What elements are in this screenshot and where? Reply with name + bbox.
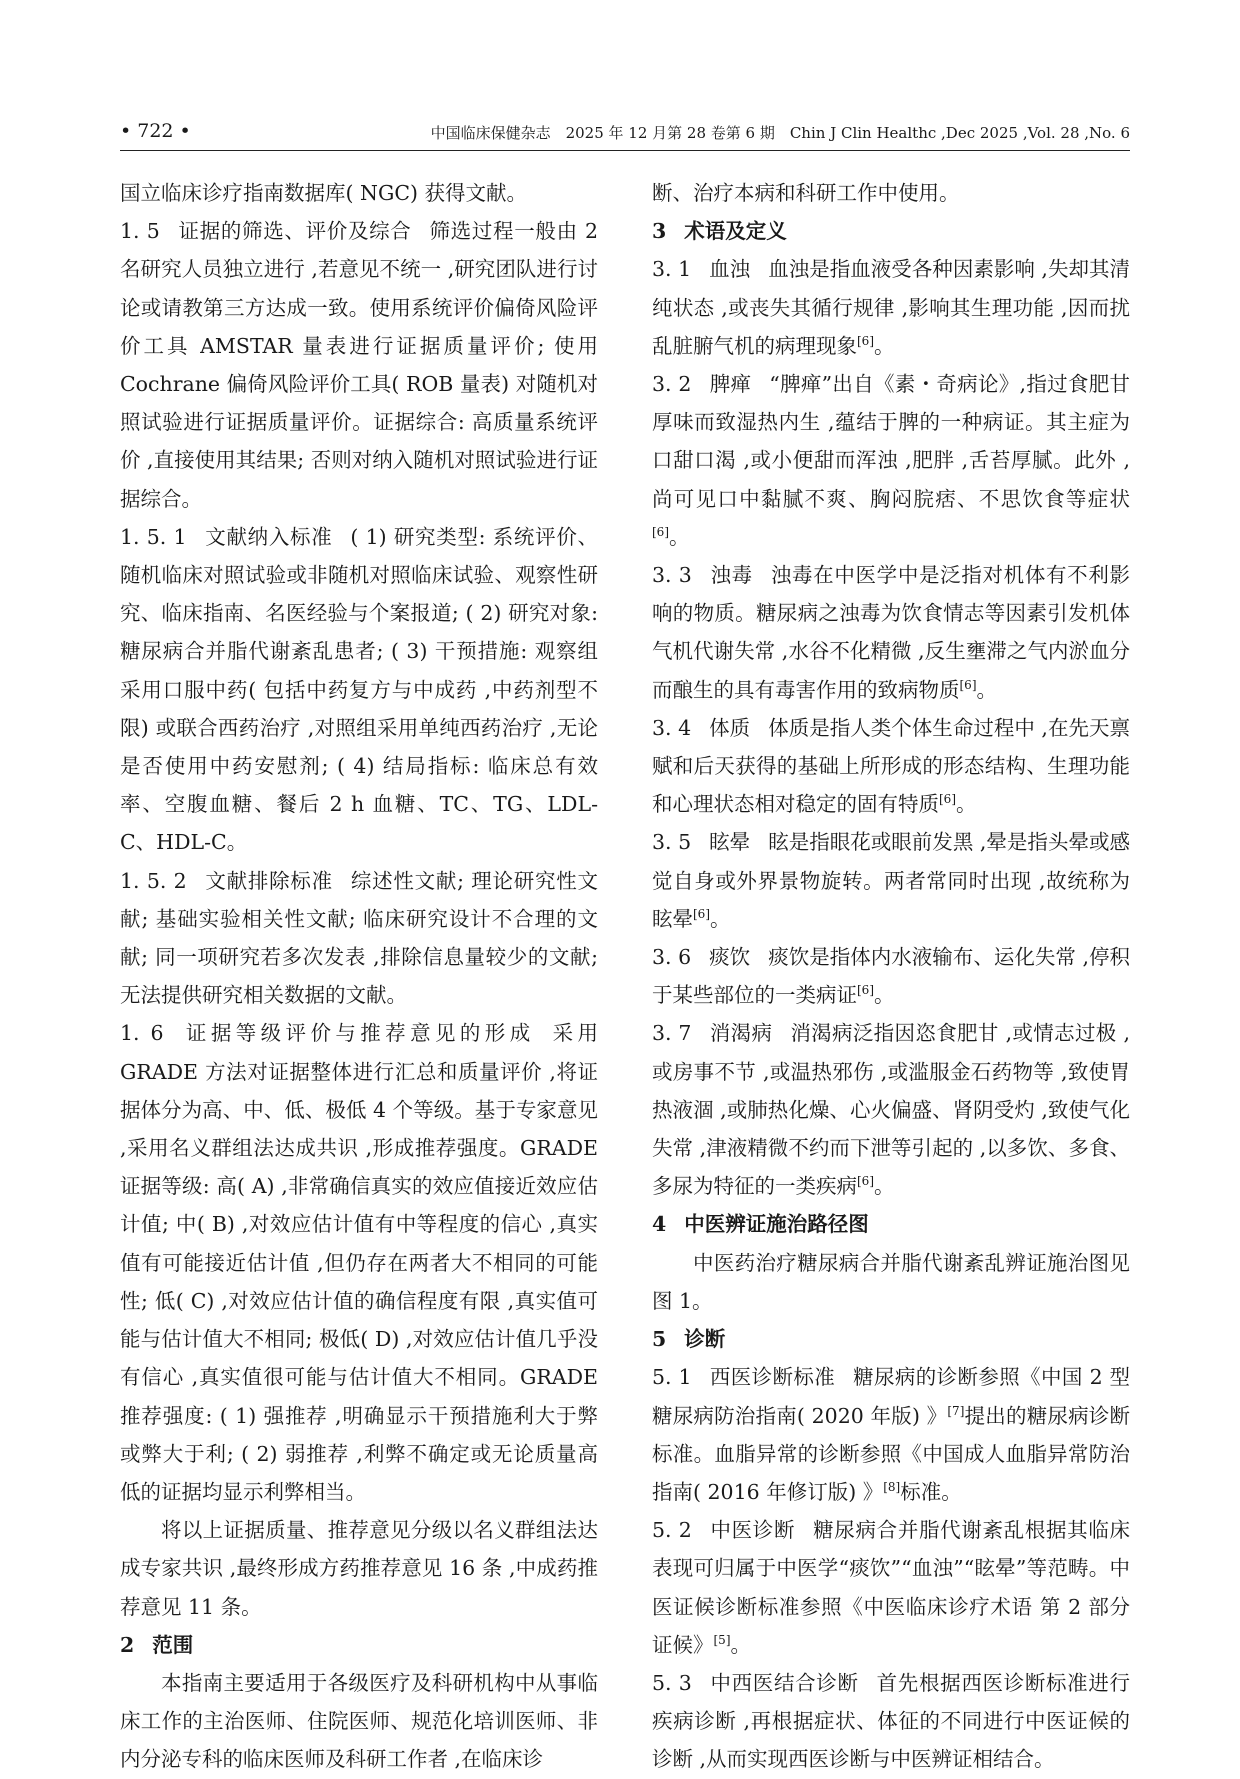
term-end: 。 bbox=[874, 983, 895, 1008]
section-title: 术语及定义 bbox=[684, 219, 787, 244]
citation-ref: [8] bbox=[883, 1480, 901, 1495]
page-number: • 722 • bbox=[120, 120, 191, 142]
term-3-6 bbox=[652, 938, 1130, 1014]
citation-ref: [7] bbox=[947, 1403, 965, 1418]
term-number: 3. 1 bbox=[652, 257, 692, 282]
section-number: 1. 5. 2 bbox=[120, 868, 187, 893]
term-number: 3. 3 bbox=[652, 563, 692, 588]
paragraph-figure-ref: 中医药治疗糖尿病合并脂代谢紊乱辨证施治图见图 1。 bbox=[652, 1250, 1130, 1313]
section-5-heading bbox=[652, 1320, 1130, 1358]
term-3-5 bbox=[652, 823, 1130, 938]
section-text: 糖尿病合并脂代谢紊乱根据其临床表现可归属于中医学“痰饮”“血浊”“眩晕”等范畴。中医证候诊断标准参照《中医临床诊疗术语 第 2 部分 证候》 bbox=[652, 1518, 1131, 1657]
term-end: 。 bbox=[730, 1632, 751, 1657]
section-text: 筛选过程一般由 2 名研究人员独立进行 ,若意见不统一 ,研究团队进行讨论或请教第三方达成一致。使用系统评价偏倚风险评价工具 AMSTAR 量表进行证据质量评价; 使用 Cochrane 偏倚风险评价工具( ROB 量表) 对随机对照试验进行证据质量评价。证据综合: 高质量系统评价 ,直接使用其结果; 否则对纳入随机对照试验进行证据综合。 bbox=[120, 219, 599, 511]
term-title: 血浊 bbox=[709, 257, 751, 282]
term-3-3 bbox=[652, 556, 1130, 709]
term-number: 3. 6 bbox=[652, 945, 692, 970]
section-5-2 bbox=[652, 1511, 1130, 1664]
term-text: 血浊是指血液受各种因素影响 ,失却其清纯状态 ,或丧失其循行规律 ,影响其生理功能 ,因而扰乱脏腑气机的病理现象 bbox=[652, 257, 1130, 358]
section-number: 1. 5 bbox=[120, 219, 160, 244]
section-title: 中西医结合诊断 bbox=[709, 1670, 859, 1695]
paragraph-scope: 本指南主要适用于各级医疗及科研机构中从事临床工作的主治医师、住院医师、规范化培训医师、非内分泌专科的临床医师及科研工作者 ,在临床诊 bbox=[120, 1670, 598, 1772]
section-1-6 bbox=[120, 1014, 598, 1511]
citation-ref: [6] bbox=[652, 525, 669, 539]
term-3-7 bbox=[652, 1014, 1130, 1205]
paragraph-scope-cont: 断、治疗本病和科研工作中使用。 bbox=[652, 181, 960, 205]
section-text: 标准。 bbox=[900, 1479, 962, 1504]
section-4-heading bbox=[652, 1205, 1130, 1243]
term-title: 消渴病 bbox=[709, 1021, 773, 1046]
term-3-4 bbox=[652, 709, 1130, 824]
section-text: 糖尿病的诊断参照《中国 2 型糖尿病防治指南( 2020 年版) 》 bbox=[652, 1365, 1131, 1428]
section-text: ( 1) 研究类型: 系统评价、随机临床对照试验或非随机对照临床试验、观察性研究、临床指南、名医经验与个案报道; ( 2) 研究对象: 糖尿病合并脂代谢紊乱患者; ( 3) 干预措施: 观察组采用口服中药( 包括中药复方与中成药 ,中药剂型不限) 或联合西药治疗 ,对照组采用单纯西药治疗 ,无论是否使用中药安慰剂; ( 4) 结局指标: 临床总有效率、空腹血糖、餐后 2 h 血糖、TC、TG、LDL-C、HDL-C。 bbox=[120, 524, 599, 855]
term-text: “脾瘅”出自《素・奇病论》,指过食肥甘厚味而致湿热内生 ,蕴结于脾的一种病证。其主症为口甜口渴 ,或小便甜而浑浊 ,肥胖 ,舌苔厚腻。此外 ,尚可见口中黏腻不爽、胸闷脘痞、不思饮食等症状 bbox=[652, 372, 1131, 511]
term-3-2 bbox=[652, 365, 1130, 556]
section-2-heading bbox=[120, 1626, 598, 1664]
term-end: 。 bbox=[874, 1174, 895, 1199]
left-column bbox=[120, 174, 598, 1779]
section-1-5-2 bbox=[120, 862, 598, 1015]
citation-ref: [6] bbox=[959, 677, 977, 692]
term-title: 痰饮 bbox=[709, 945, 751, 970]
term-title: 体质 bbox=[709, 715, 751, 740]
citation-ref: [5] bbox=[713, 1632, 731, 1647]
section-title: 文献纳入标准 bbox=[204, 524, 333, 549]
journal-citation: 中国临床保健杂志 2025 年 12 月第 28 卷第 6 期 Chin J Clin Healthc ,Dec 2025 ,Vol. 28 ,No. 6 bbox=[430, 124, 1130, 142]
section-title: 证据等级评价与推荐意见的形成 bbox=[181, 1021, 535, 1046]
term-text: 痰饮是指体内水液输布、运化失常 ,停积于某些部位的一类病证 bbox=[652, 945, 1130, 1008]
term-end: 。 bbox=[976, 677, 997, 702]
paragraph-consensus: 将以上证据质量、推荐意见分级以名义群组法达成专家共识 ,最终形成方药推荐意见 16 条 ,中成药推荐意见 11 条。 bbox=[120, 1518, 598, 1619]
section-number: 5. 1 bbox=[652, 1365, 692, 1390]
section-title: 范围 bbox=[152, 1632, 194, 1657]
citation-ref: [6] bbox=[857, 333, 874, 348]
right-column bbox=[652, 174, 1130, 1779]
section-title: 证据的筛选、评价及综合 bbox=[177, 219, 412, 244]
section-title: 西医诊断标准 bbox=[709, 1365, 836, 1390]
term-text: 体质是指人类个体生命过程中 ,在先天禀赋和后天获得的基础上所形成的形态结构、生理功能和心理状态相对稳定的固有特质 bbox=[652, 715, 1130, 817]
section-number: 5 bbox=[652, 1327, 667, 1352]
section-text: 综述性文献; 理论研究性文献; 基础实验相关性文献; 临床研究设计不合理的文献; 同一项研究若多次发表 ,排除信息量较少的文献; 无法提供研究相关数据的文献。 bbox=[120, 868, 598, 1008]
citation-ref: [6] bbox=[857, 1174, 874, 1189]
section-1-5-1 bbox=[120, 518, 598, 862]
term-end: 。 bbox=[874, 333, 895, 358]
term-title: 脾瘅 bbox=[709, 372, 752, 397]
section-number: 4 bbox=[652, 1212, 667, 1237]
section-5-1 bbox=[652, 1358, 1130, 1511]
citation-ref: [6] bbox=[857, 983, 874, 998]
section-number: 5. 3 bbox=[652, 1670, 692, 1695]
section-text: 采用 GRADE 方法对证据整体进行汇总和质量评价 ,将证据体分为高、中、低、极低 4 个等级。基于专家意见 ,采用名义群组法达成共识 ,形成推荐强度。GRADE 证据等级: 高( A) ,非常确信真实的效应值接近效应估计值; 中( B) ,对效应估计值有中等程度的信心 ,真实值有可能接近估计值 ,但仍存在两者大不相同的可能性; 低( C) ,对效应估计值的确信程度有限 ,真实值可能与估计值大不相同; 极低( D) ,对效应估计值几乎没有信心 ,真实值很可能与估计值大不相同。GRADE 推荐强度: ( 1) 强推荐 ,明确显示干预措施利大于弊或弊大于利; ( 2) 弱推荐 ,利弊不确定或无论质量高低的证据均显示利弊相当。 bbox=[120, 1021, 599, 1504]
term-text: 浊毒在中医学中是泛指对机体有不利影响的物质。糖尿病之浊毒为饮食情志等因素引发机体气机代谢失常 ,水谷不化精微 ,反生壅滞之气内淤血分而酿生的具有毒害作用的致病物质 bbox=[652, 563, 1131, 702]
section-1-5 bbox=[120, 212, 598, 518]
section-title: 中医诊断 bbox=[709, 1518, 796, 1543]
running-header bbox=[120, 118, 1130, 151]
term-number: 3. 5 bbox=[652, 830, 692, 855]
section-5-3 bbox=[652, 1664, 1130, 1779]
section-number: 1. 6 bbox=[120, 1021, 164, 1046]
section-text: 提出的糖尿病诊断标准。血脂异常的诊断参照《中国成人血脂异常防治指南( 2016 年修订版) 》 bbox=[652, 1403, 1131, 1504]
term-number: 3. 7 bbox=[652, 1021, 692, 1046]
citation-ref: [6] bbox=[939, 792, 956, 807]
term-end: 。 bbox=[710, 906, 731, 931]
term-number: 3. 4 bbox=[652, 715, 692, 740]
term-title: 浊毒 bbox=[709, 563, 753, 588]
section-3-heading bbox=[652, 212, 1130, 250]
section-number: 2 bbox=[120, 1632, 135, 1657]
section-title: 文献排除标准 bbox=[204, 868, 333, 893]
term-3-1 bbox=[652, 250, 1130, 365]
term-title: 眩晕 bbox=[709, 830, 751, 855]
section-number: 5. 2 bbox=[652, 1518, 692, 1543]
section-title: 诊断 bbox=[684, 1327, 726, 1352]
section-number: 1. 5. 1 bbox=[120, 524, 187, 549]
term-number: 3. 2 bbox=[652, 372, 692, 397]
section-text: 首先根据西医诊断标准进行疾病诊断 ,再根据症状、体征的不同进行中医证候的诊断 ,从而实现西医诊断与中医辨证相结合。 bbox=[652, 1670, 1131, 1772]
citation-ref: [6] bbox=[693, 907, 710, 922]
term-text: 眩是指眼花或眼前发黑 ,晕是指头晕或感觉自身或外界景物旋转。两者常同时出现 ,故统称为眩晕 bbox=[652, 830, 1130, 931]
term-end: 。 bbox=[956, 792, 977, 817]
section-title: 中医辨证施治路径图 bbox=[684, 1212, 869, 1237]
term-text: 消渴病泛指因恣食肥甘 ,或情志过极 ,或房事不节 ,或温热邪伤 ,或滥服金石药物等 ,致使胃热液涸 ,或肺热化燥、心火偏盛、肾阴受灼 ,致使气化失常 ,津液精微不约而下泄等引起的 ,以多饮、多食、多尿为特征的一类疾病 bbox=[652, 1021, 1130, 1199]
paragraph-ngc: 国立临床诊疗指南数据库( NGC) 获得文献。 bbox=[120, 181, 528, 205]
term-end: 。 bbox=[669, 524, 690, 549]
section-number: 3 bbox=[652, 219, 667, 244]
